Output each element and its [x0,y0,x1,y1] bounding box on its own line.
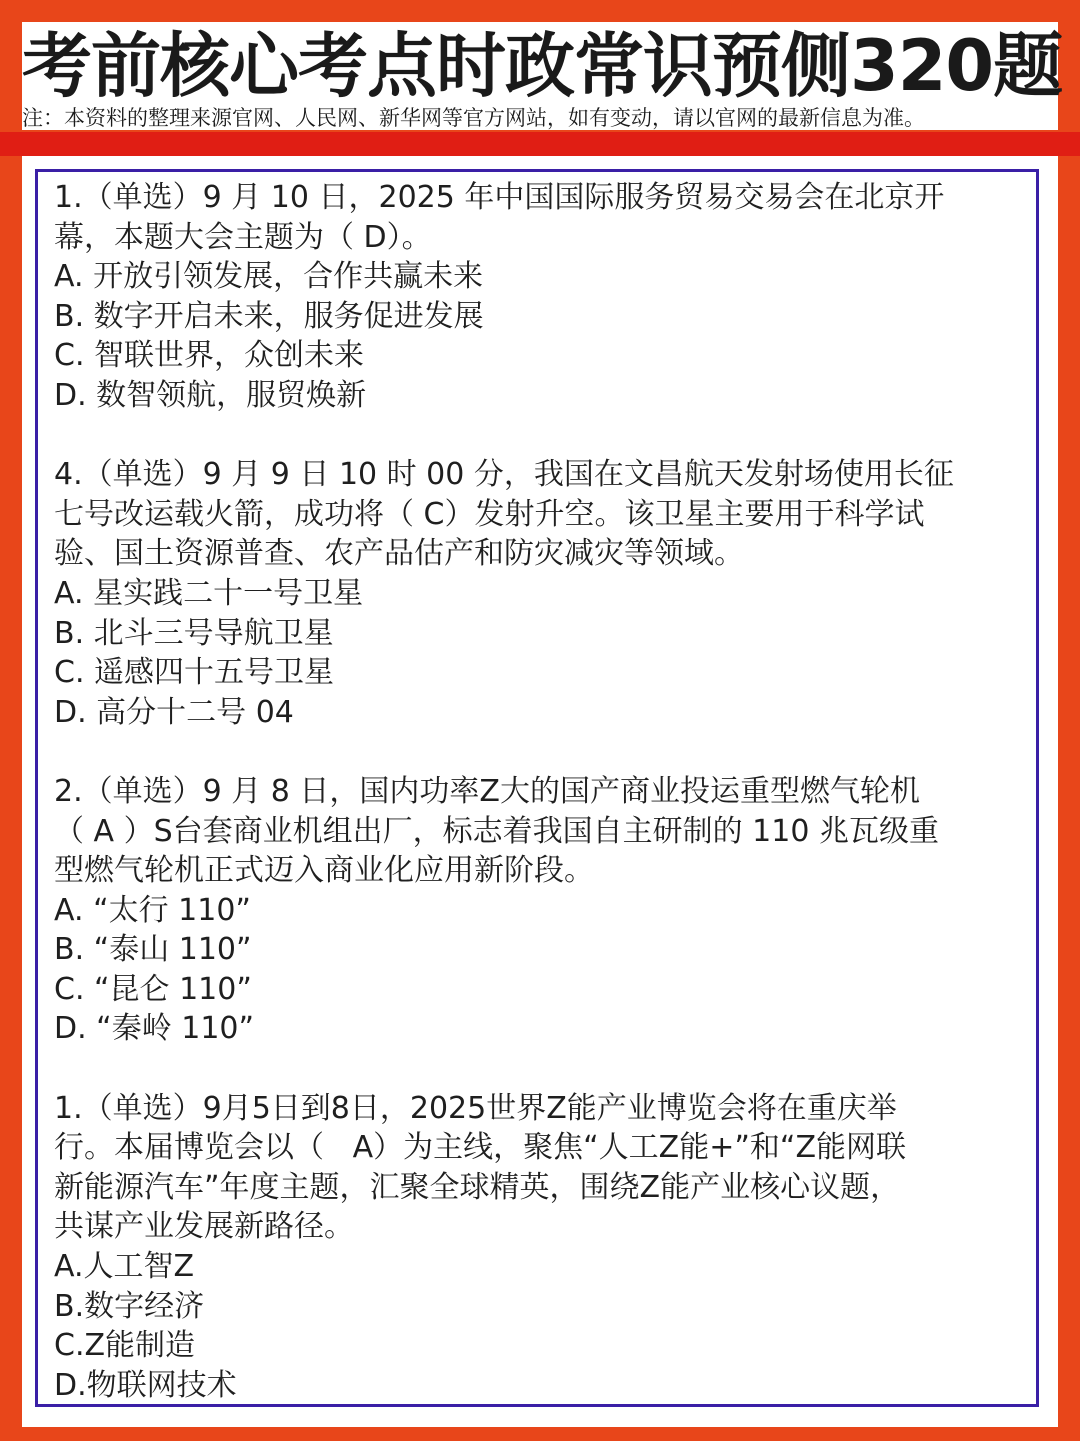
question-stem: 1.（单选）9月5日到8日，2025世界Z能产业博览会将在重庆举 行。本届博览会以（ A）为主线，聚焦“人工Z能+”和“Z能网联 新能源汽车”年度主题，汇聚全球精英，围绕Z能产业核心议题， 共谋产业发展新路径。 [54,1090,906,1245]
divider-bar [0,132,1080,156]
source-note: 注：本资料的整理来源官网、人民网、新华网等官方网站，如有变动，请以官网的最新信息为准。 [22,106,925,130]
question-stem: 4.（单选）9 月 9 日 10 时 00 分，我国在文昌航天发射场使用长征 七号改运载火箭，成功将（ C）发射升空。该卫星主要用于科学试 验、国土资源普查、农产品估产和防灾减灾等领域。 [54,457,954,572]
option-d: D. 数智领航，服贸焕新 [54,377,367,413]
option-c: C. “昆仑 110” [54,971,252,1007]
question-stem: 2.（单选）9 月 8 日，国内功率Z大的国产商业投运重型燃气轮机 （ A ）S台套商业机组出厂，标志着我国自主研制的 110 兆瓦级重 型燃气轮机正式迈入商业化应用新阶段。 [54,773,939,889]
question-item [54,178,1054,416]
option-b: B. 北斗三号导航卫星 [54,615,334,651]
question-item [54,1089,1054,1406]
header-banner [22,22,1063,130]
page-title: 考前核心考点时政常识预侧320题 [22,25,1063,107]
option-d: D. “秦岭 110” [54,1011,255,1047]
option-d: D. 高分十二号 04 [54,694,294,730]
option-b: B. 数字开启未来，服务促进发展 [54,298,484,334]
question-list [54,178,1054,1405]
question-item [54,455,1054,732]
option-c: C. 遥感四十五号卫星 [54,655,335,691]
question-stem: 1.（单选）9 月 10 日，2025 年中国国际服务贸易交易会在北京开 幕，本题大会主题为（ D）。 [54,180,945,255]
question-item [54,772,1054,1049]
option-a: A. “太行 110” [54,892,251,928]
option-c: C. 智联世界，众创未来 [54,338,365,374]
question-card [22,156,1058,1427]
option-a: A.人工智Z [54,1249,195,1285]
option-b: B. “泰山 110” [54,932,252,968]
option-d: D.物联网技术 [54,1367,237,1403]
option-b: B.数字经济 [54,1288,205,1324]
option-a: A. 星实践二十一号卫星 [54,575,364,611]
option-c: C.Z能制造 [54,1328,196,1364]
option-a: A. 开放引领发展，合作共赢未来 [54,259,484,295]
